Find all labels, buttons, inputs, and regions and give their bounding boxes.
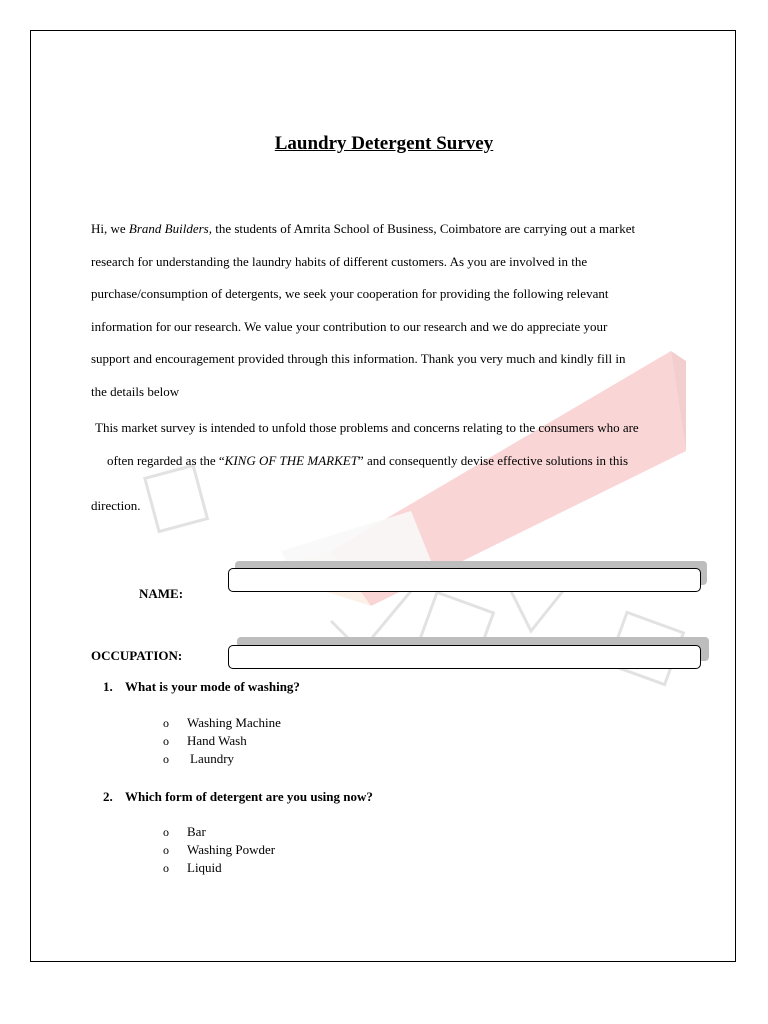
question-1-number: 1. [103, 679, 113, 694]
option-laundry[interactable] [163, 750, 281, 768]
option-label: Hand Wash [187, 733, 247, 748]
intro-line-5: support and encouragement provided through this information. Thank you very much and kindly fill in [91, 351, 626, 366]
option-label: Laundry [190, 751, 235, 766]
survey-page [30, 30, 736, 962]
question-1 [103, 679, 300, 695]
intro-prefix: Hi, we [91, 221, 129, 236]
option-hand-wash[interactable] [163, 732, 281, 750]
purpose-line-3: direction. [91, 498, 141, 513]
name-input[interactable] [228, 568, 701, 592]
option-liquid[interactable] [163, 859, 275, 877]
question-2-number: 2. [103, 789, 113, 804]
circle-bullet-icon: o [163, 734, 169, 748]
purpose-line-2 [107, 453, 628, 469]
occupation-label: OCCUPATION: [91, 648, 183, 663]
question-1-text: What is your mode of washing? [125, 679, 300, 694]
purpose-line-2-prefix: often regarded as the “ [107, 453, 225, 468]
question-2 [103, 789, 373, 805]
intro-line-1 [91, 213, 691, 246]
option-washing-powder[interactable] [163, 841, 275, 859]
purpose-line-1: This market survey is intended to unfold those problems and concerns relating to the consumers who are [95, 420, 639, 435]
watermark-image [31, 31, 736, 962]
circle-bullet-icon: o [163, 825, 169, 839]
question-1-options [163, 714, 281, 768]
name-label: NAME: [139, 586, 184, 601]
intro-line-4: information for our research. We value your contribution to our research and we do appreciate your [91, 318, 608, 334]
intro-line-2: research for understanding the laundry habits of different customers. As you are involved in the [91, 253, 588, 269]
option-label: Washing Powder [187, 842, 276, 857]
question-2-options [163, 823, 275, 877]
option-label: Liquid [187, 860, 222, 875]
option-washing-machine[interactable] [163, 714, 281, 732]
survey-title: Laundry Detergent Survey [274, 133, 494, 154]
intro-paragraph [91, 213, 691, 408]
option-bar[interactable] [163, 823, 275, 841]
option-label: Washing Machine [187, 715, 281, 730]
circle-bullet-icon: o [163, 843, 169, 857]
purpose-line-2-suffix: ” and consequently devise effective solutions in this [357, 453, 629, 468]
circle-bullet-icon: o [163, 716, 169, 730]
brand-name: Brand Builders, [128, 221, 212, 236]
question-2-text: Which form of detergent are you using now? [125, 789, 373, 804]
option-label: Bar [187, 824, 206, 839]
intro-line-6: the details below [91, 383, 180, 399]
circle-bullet-icon: o [163, 752, 169, 766]
circle-bullet-icon: o [163, 861, 169, 875]
king-of-market-text: KING OF THE MARKET [224, 453, 358, 468]
occupation-input[interactable] [228, 645, 701, 669]
intro-line-3: purchase/consumption of detergents, we seek your cooperation for providing the following relevant [91, 286, 609, 301]
intro-line-1-rest: the students of Amrita School of Business, Coimbatore are carrying out a market [211, 221, 636, 236]
